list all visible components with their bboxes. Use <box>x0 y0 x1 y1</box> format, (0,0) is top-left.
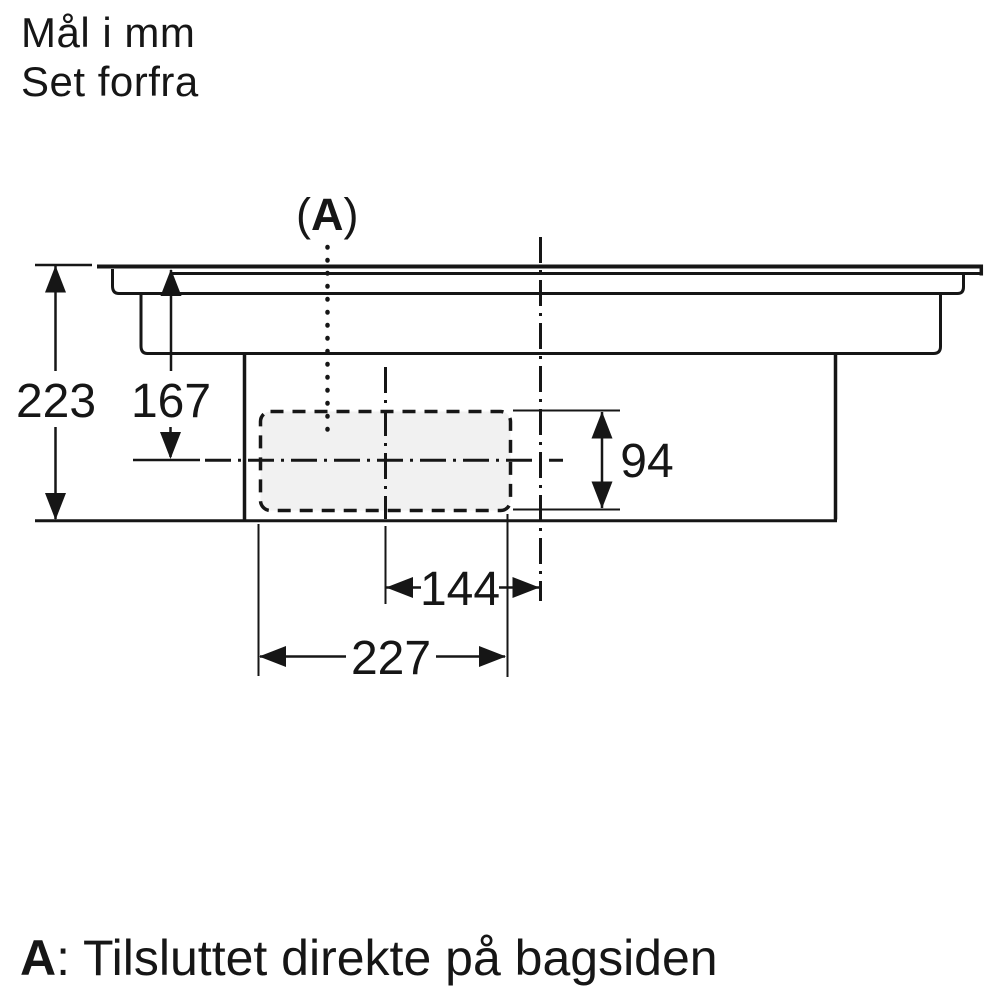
dim-94-value: 94 <box>620 435 674 488</box>
title-units: Mål i mm <box>21 9 196 56</box>
dimension-144 <box>386 563 540 616</box>
dim-223-value: 223 <box>15 375 97 428</box>
callout-a-paren-open: ( <box>296 189 311 240</box>
arrow-down-223 <box>45 493 66 520</box>
arrow-up-94 <box>592 412 613 439</box>
dimension-94 <box>592 412 674 509</box>
arrow-down-94 <box>592 482 613 509</box>
footnote <box>20 929 718 987</box>
arrow-up-223 <box>45 266 66 293</box>
dim-167-value: 167 <box>130 375 212 428</box>
dimension-223 <box>16 266 96 521</box>
callout-a-letter: A <box>311 189 344 240</box>
dim-144-value: 144 <box>419 563 501 616</box>
arrow-right-227 <box>479 646 506 667</box>
arrow-down-167 <box>160 432 181 459</box>
title-view: Set forfra <box>21 58 199 106</box>
callout-a-paren-close: ) <box>343 189 359 240</box>
dimension-227 <box>259 632 506 685</box>
footnote-text: : Tilsluttet direkte på bagsiden <box>56 930 718 986</box>
dim-227-value: 227 <box>350 632 432 685</box>
dimension-167 <box>131 269 211 459</box>
arrow-left-144 <box>386 577 413 598</box>
arrow-right-144 <box>513 577 540 598</box>
arrow-left-227 <box>259 646 286 667</box>
footnote-prefix: A <box>20 930 57 986</box>
